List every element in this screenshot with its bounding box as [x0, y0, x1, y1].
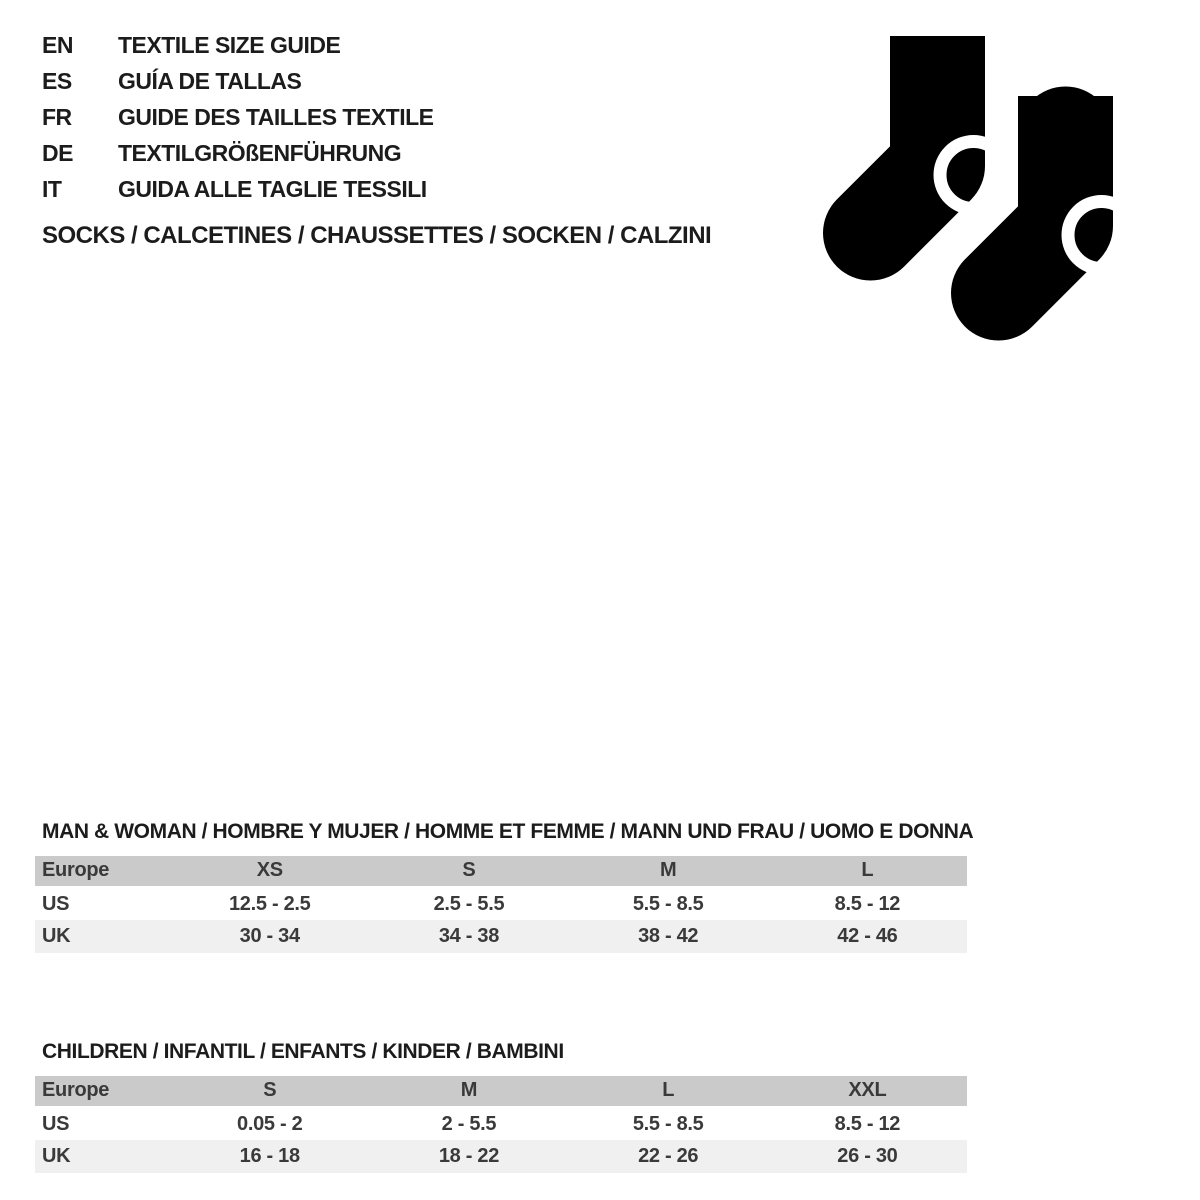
table-row-us [35, 1107, 967, 1140]
size-value: 30 - 34 [239, 925, 300, 947]
size-value: 5.5 - 8.5 [632, 892, 704, 915]
guide-title-it: GUIDA ALLE TAGLIE TESSILI [118, 175, 427, 202]
size-value: 2 - 5.5 [441, 1112, 497, 1135]
table-header-row [35, 856, 967, 887]
language-row-en [42, 27, 434, 63]
size-value: 8.5 - 12 [834, 1112, 901, 1135]
size-value: 34 - 38 [438, 925, 500, 947]
column-header-size-m: M [569, 856, 768, 887]
guide-title-en: TEXTILE SIZE GUIDE [118, 31, 341, 58]
size-value: 38 - 42 [638, 925, 699, 947]
size-value: 26 - 30 [837, 1145, 898, 1167]
language-row-de [42, 135, 434, 171]
column-header-size-m: M [369, 1076, 568, 1107]
children-size-table [35, 1076, 967, 1173]
column-header-region: Europe [35, 856, 170, 887]
size-value: 22 - 26 [638, 1145, 699, 1167]
column-header-region: Europe [35, 1076, 170, 1107]
size-value: 8.5 - 12 [834, 892, 901, 915]
size-value: 12.5 - 2.5 [228, 892, 311, 915]
language-code: IT [42, 175, 62, 202]
language-code: ES [42, 67, 72, 94]
guide-title-fr: GUIDE DES TAILLES TEXTILE [118, 103, 434, 130]
sock-front [999, 96, 1121, 293]
socks-icon-svg [820, 36, 1120, 346]
guide-title-es: GUÍA DE TALLAS [118, 67, 302, 94]
column-header-size-l: L [768, 856, 967, 887]
sock-back [871, 36, 1008, 233]
language-row-it [42, 171, 434, 207]
table-row-us [35, 887, 967, 920]
column-header-size-xxl: XXL [768, 1076, 967, 1107]
size-value: 16 - 18 [239, 1145, 300, 1167]
guide-title-de: TEXTILGRÖßENFÜHRUNG [118, 139, 402, 166]
size-value: 5.5 - 8.5 [632, 1112, 704, 1135]
row-label: US [42, 1112, 70, 1135]
size-table-man-woman [35, 820, 974, 953]
size-value: 42 - 46 [837, 925, 898, 947]
table-row-uk [35, 920, 967, 953]
column-header-size-s: S [369, 856, 568, 887]
table-header-row [35, 1076, 967, 1107]
man-woman-size-table [35, 856, 967, 953]
size-value: 18 - 22 [438, 1145, 500, 1167]
column-header-size-s: S [170, 1076, 369, 1107]
row-label: UK [42, 925, 71, 947]
size-value: 2.5 - 5.5 [433, 892, 505, 915]
language-code: DE [42, 139, 73, 166]
product-category-heading: SOCKS / CALCETINES / CHAUSSETTES / SOCKEN / CALZINI [42, 222, 712, 249]
size-table-children [35, 1040, 967, 1173]
socks-icon [820, 36, 1120, 346]
language-code: EN [42, 31, 73, 58]
table-title-children: CHILDREN / INFANTIL / ENFANTS / KINDER / BAMBINI [42, 1040, 564, 1063]
language-code: FR [42, 103, 72, 130]
row-label: US [42, 892, 70, 915]
row-label: UK [42, 1145, 71, 1167]
table-title-man-woman: MAN & WOMAN / HOMBRE Y MUJER / HOMME ET FEMME / MANN UND FRAU / UOMO E DONNA [42, 820, 974, 843]
language-title-list [42, 27, 434, 207]
language-row-fr [42, 99, 434, 135]
language-row-es [42, 63, 434, 99]
column-header-size-l: L [569, 1076, 768, 1107]
table-row-uk [35, 1140, 967, 1173]
column-header-size-xs: XS [170, 856, 369, 887]
size-value: 0.05 - 2 [237, 1112, 303, 1135]
